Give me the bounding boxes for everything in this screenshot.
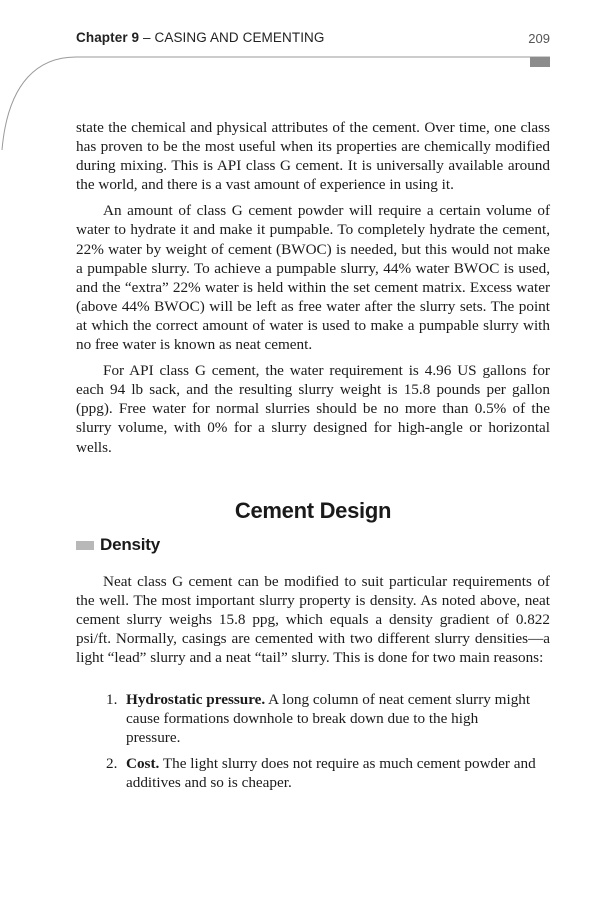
subsection-heading bbox=[76, 535, 160, 555]
chapter-label: Chapter 9 bbox=[76, 30, 140, 45]
list-text: The light slurry does not require as much cement powder and additives and so is cheaper. bbox=[126, 755, 536, 792]
chapter-title: – CASING AND CEMENTING bbox=[143, 30, 325, 45]
subsection-title: Density bbox=[100, 535, 161, 554]
list-number: 2. bbox=[106, 755, 118, 773]
list-term: Hydrostatic pressure. bbox=[126, 691, 266, 708]
section-heading: Cement Design bbox=[234, 498, 392, 523]
body-text bbox=[76, 118, 550, 464]
heading-bar-icon bbox=[76, 541, 94, 550]
paragraph-3: For API class G cement, the water requirement is 4.96 US gallons for each 94 lb sack, and the resulting slurry weight is 15.8 pounds per gallon (ppg). Free water for normal slurries should be no more than 0.5% of the slurry volume, with 0% for a slurry designed for high-angle or horizontal wells. bbox=[76, 362, 550, 456]
paragraph-2: An amount of class G cement powder will require a certain volume of water to hydrate it and make it pumpable. To completely hydrate the cement, 22% water by weight of cement (BWOC) is needed, but this would not make a pumpable slurry. To achieve a pumpable slurry, 44% water BWOC is used, and the “extra” 22% water is held within the set cement matrix. Excess water (above 44% BWOC) will be left as free water after the slurry sets. The point at which the correct amount of water is used to make a pumpable slurry with no free water is known as neat cement. bbox=[76, 202, 550, 354]
list-term: Cost. bbox=[126, 755, 160, 773]
corner-marker bbox=[530, 57, 550, 67]
list-item bbox=[106, 690, 536, 747]
reasons-list bbox=[106, 690, 536, 799]
page-number: 209 bbox=[528, 31, 550, 46]
density-intro: Neat class G cement can be modified to suit particular requirements of the well. The most important slurry property is density. As noted above, neat cement slurry weighs 15.8 ppg, which equals a density gradient of 0.822 psi/ft. Normally, casings are cemented with two different slurry densities—a light “lead” slurry and a neat “tail” slurry. This is done for two main reasons: bbox=[76, 573, 550, 667]
density-paragraph bbox=[76, 572, 550, 667]
list-text: A long column of neat cement slurry might cause formations downhole to break down due to the high pressure. bbox=[126, 691, 531, 747]
paragraph-1: state the chemical and physical attributes of the cement. Over time, one class has proven to be the most useful when its properties are chemically modified during mixing. This is API class G cement. It is universally available around the world, and there is a vast amount of experience in using it. bbox=[76, 119, 550, 194]
list-number: 1. bbox=[106, 691, 118, 708]
list-item bbox=[106, 754, 536, 792]
